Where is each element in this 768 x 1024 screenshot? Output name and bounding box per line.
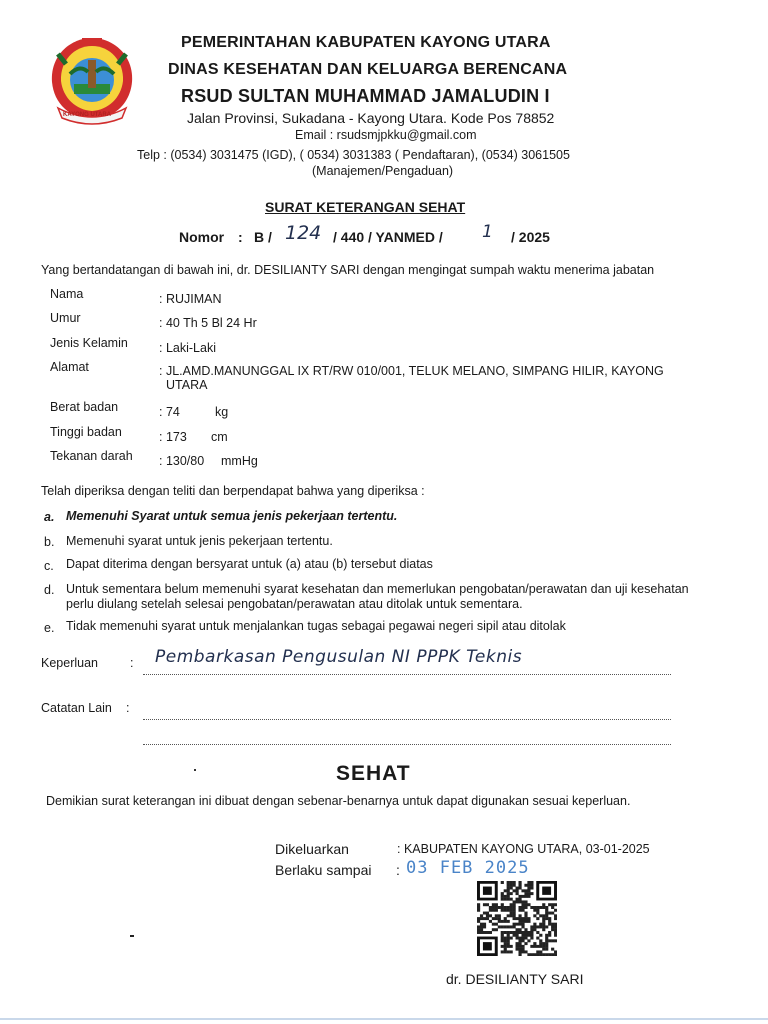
field-label-jenis-kelamin: Jenis Kelamin	[50, 336, 128, 350]
field-label-berat: Berat badan	[50, 400, 119, 414]
option-a-text: Memenuhi Syarat untuk semua jenis pekerjaan tertentu.	[66, 509, 398, 523]
field-value-alamat: : JL.AMD.MANUNGGAL IX RT/RW 010/001, TELUK MELANO, SIMPANG HILIR, KAYONG	[159, 364, 664, 378]
option-e-text: Tidak memenuhi syarat untuk menjalankan tugas sebagai pegawai negeri sipil atau ditolak	[66, 619, 566, 633]
logo-text: KAYONG UTARA	[63, 112, 112, 118]
option-b-text: Memenuhi syarat untuk jenis pekerjaan tertentu.	[66, 534, 333, 548]
field-unit-tekanan: mmHg	[221, 454, 258, 468]
valid-label: Berlaku sampai	[275, 862, 372, 878]
option-d-text: Untuk sementara belum memenuhi syarat kesehatan dan memerlukan pengobatan/perawatan dan uji kesehatan	[66, 582, 689, 596]
keperluan-separator: :	[130, 656, 134, 670]
nomor-middle: / 440 / YANMED /	[333, 229, 443, 245]
catatan-dotted-line-2	[143, 744, 671, 745]
qr-code-icon	[477, 881, 557, 956]
closing-text: Demikian surat keterangan ini dibuat dengan sebenar-benarnya untuk dapat digunakan sesuai keperluan.	[46, 794, 631, 808]
catatan-dotted-line-1	[143, 719, 671, 720]
field-value-berat: : 74	[159, 405, 180, 419]
option-a-letter: a.	[44, 510, 55, 524]
option-c-text: Dapat diterima dengan bersyarat untuk (a) atau (b) tersebut diatas	[66, 557, 433, 571]
field-unit-tinggi: cm	[211, 430, 228, 444]
field-value-nama: : RUJIMAN	[159, 292, 222, 306]
nomor-suffix: / 2025	[511, 229, 550, 245]
keperluan-handwritten-value: Pembarkasan Pengusulan NI PPPK Teknis	[155, 647, 523, 667]
field-value-tekanan: : 130/80	[159, 454, 205, 468]
header-email: Email : rsudsmjpkku@gmail.com	[295, 128, 477, 142]
field-label-tinggi: Tinggi badan	[50, 425, 122, 439]
nomor-separator: :	[238, 229, 243, 245]
catatan-label: Catatan Lain	[41, 701, 112, 715]
field-label-umur: Umur	[50, 311, 81, 325]
field-unit-berat: kg	[215, 405, 229, 419]
option-b-letter: b.	[44, 535, 55, 549]
field-value-alamat-cont: UTARA	[166, 378, 208, 392]
header-department: DINAS KESEHATAN DAN KELUARGA BERENCANA	[168, 61, 568, 78]
signer-name: dr. DESILIANTY SARI	[446, 971, 584, 987]
header-phone: Telp : (0534) 3031475 (IGD), ( 0534) 3031383 ( Pendaftaran), (0534) 3061505	[137, 148, 570, 162]
valid-separator: :	[396, 862, 400, 878]
keperluan-label: Keperluan	[41, 656, 98, 670]
issued-label: Dikeluarkan	[275, 841, 349, 857]
speck-mark	[130, 935, 134, 937]
speck-mark	[194, 769, 196, 771]
nomor-handwritten-number: 124	[285, 222, 322, 244]
page-edge	[0, 1018, 768, 1020]
issued-value: : KABUPATEN KAYONG UTARA, 03-01-2025	[397, 842, 650, 856]
header-phone-note: (Manajemen/Pengaduan)	[312, 164, 454, 178]
header-hospital: RSUD SULTAN MUHAMMAD JAMALUDIN I	[181, 86, 550, 106]
valid-date-stamp: 03 FEB 2025	[406, 858, 530, 878]
nomor-prefix: B /	[254, 229, 272, 245]
intro-text: Yang bertandatangan di bawah ini, dr. DESILIANTY SARI dengan mengingat sumpah waktu menerima jabatan	[41, 263, 655, 277]
option-e-letter: e.	[44, 621, 55, 635]
option-c-letter: c.	[44, 559, 54, 573]
keperluan-dotted-line	[143, 674, 671, 675]
header-government: PEMERINTAHAN KABUPATEN KAYONG UTARA	[181, 34, 551, 51]
field-value-jenis-kelamin: : Laki-Laki	[159, 341, 216, 355]
document-title: SURAT KETERANGAN SEHAT	[265, 199, 466, 215]
header-address: Jalan Provinsi, Sukadana - Kayong Utara. Kode Pos 78852	[187, 110, 555, 126]
field-label-nama: Nama	[50, 287, 84, 301]
nomor-label: Nomor	[179, 229, 225, 245]
option-d-text-cont: perlu diulang setelah selesai pengobatan/perawatan atau ditolak untuk sementara.	[66, 597, 523, 611]
field-value-tinggi: : 173	[159, 430, 187, 444]
field-label-tekanan: Tekanan darah	[50, 449, 133, 463]
field-label-alamat: Alamat	[50, 360, 89, 374]
result-status: SEHAT	[336, 762, 411, 785]
nomor-handwritten-month: 1	[482, 222, 493, 242]
field-value-umur: : 40 Th 5 Bl 24 Hr	[159, 316, 257, 330]
option-d-letter: d.	[44, 583, 55, 597]
examined-text: Telah diperiksa dengan teliti dan berpendapat bahwa yang diperiksa :	[41, 484, 425, 498]
catatan-separator: :	[126, 701, 130, 715]
